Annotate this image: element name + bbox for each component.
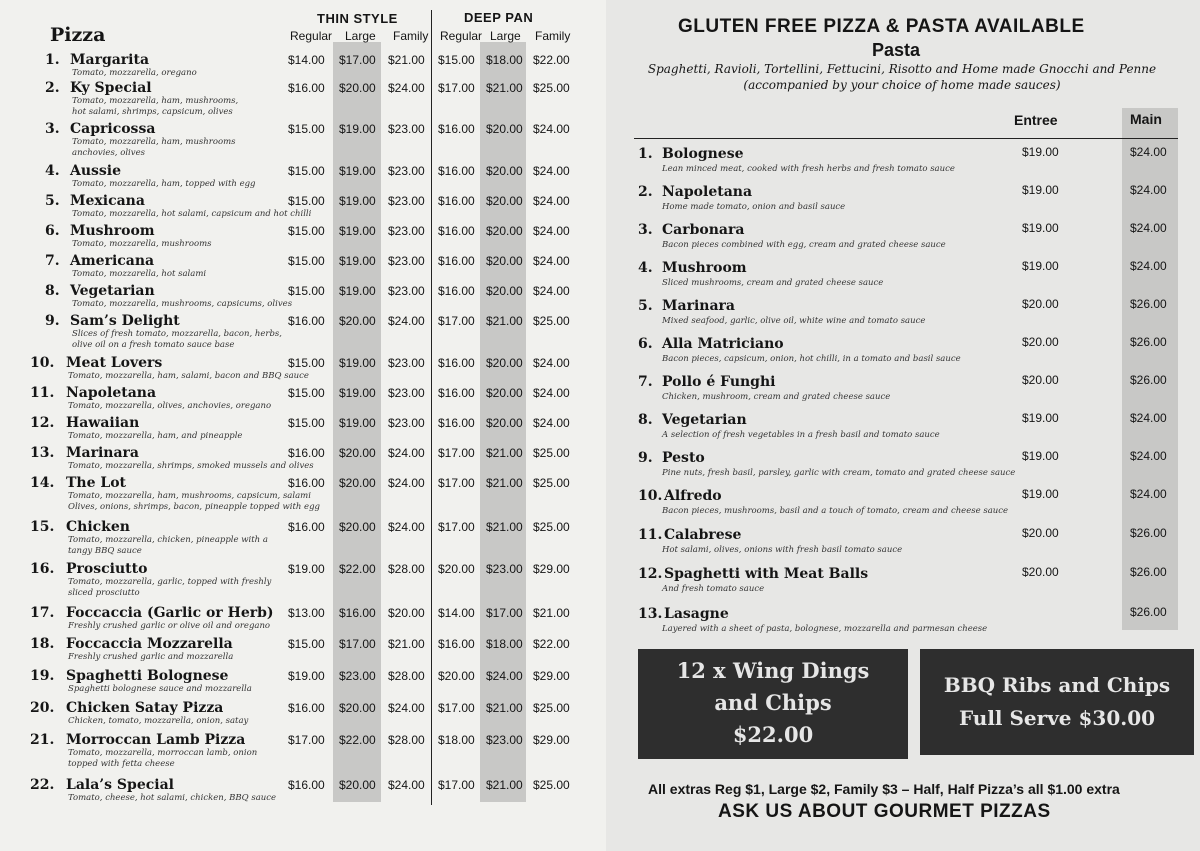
pasta-entree-price: $19.00	[1022, 221, 1059, 235]
pizza-description: sliced prosciutto	[68, 588, 140, 598]
pizza-name: Sam’s Delight	[70, 313, 180, 329]
pizza-price: $24.00	[533, 254, 570, 268]
col-entree: Entree	[1014, 112, 1058, 128]
pizza-price: $20.00	[438, 669, 475, 683]
pizza-description: Chicken, tomato, mozzarella, onion, satay	[68, 716, 249, 726]
pasta-name: Carbonara	[662, 222, 745, 238]
pizza-name: Napoletana	[66, 385, 157, 401]
pasta-name: Spaghetti with Meat Balls	[664, 566, 869, 582]
pizza-price: $17.00	[438, 446, 475, 460]
pizza-price: $23.00	[388, 164, 425, 178]
pizza-price: $23.00	[388, 416, 425, 430]
pizza-price: $24.00	[388, 314, 425, 328]
pizza-price: $22.00	[533, 637, 570, 651]
pasta-description: Pine nuts, fresh basil, parsley, garlic with cream, tomato and grated cheese sauce	[662, 468, 1016, 478]
col-thin-family: Family	[393, 29, 429, 43]
pizza-number: 17.	[30, 605, 55, 621]
pizza-name: Morroccan Lamb Pizza	[66, 732, 246, 748]
pasta-main-price: $26.00	[1130, 297, 1167, 311]
pasta-entree-price: $20.00	[1022, 297, 1059, 311]
pizza-price: $17.00	[339, 637, 376, 651]
pizza-price: $23.00	[388, 254, 425, 268]
pizza-description: topped with fetta cheese	[68, 759, 175, 769]
pizza-price: $18.00	[438, 733, 475, 747]
pizza-price: $23.00	[388, 122, 425, 136]
group-thin-style: THIN STYLE	[317, 11, 398, 26]
pizza-name: The Lot	[66, 475, 127, 491]
pizza-description: Slices of fresh tomato, mozzarella, bacon, herbs,	[72, 329, 282, 339]
pizza-price: $22.00	[533, 53, 570, 67]
pizza-description: Tomato, mozzarella, shrimps, smoked mussels and olives	[68, 461, 314, 471]
pasta-subtitle-sauces: (accompanied by your choice of home made sauces)	[743, 78, 1061, 92]
pizza-number: 2.	[45, 80, 60, 96]
pizza-number: 6.	[45, 223, 60, 239]
pizza-price: $19.00	[339, 386, 376, 400]
pizza-price: $17.00	[438, 476, 475, 490]
pizza-name: Chicken Satay Pizza	[66, 700, 224, 716]
pizza-price: $15.00	[288, 224, 325, 238]
pizza-number: 7.	[45, 253, 60, 269]
pizza-price: $25.00	[533, 778, 570, 792]
pizza-price: $20.00	[486, 416, 523, 430]
pizza-price: $23.00	[486, 562, 523, 576]
pizza-description: Freshly crushed garlic and mozzarella	[68, 652, 234, 662]
pasta-main-price: $26.00	[1130, 605, 1167, 619]
ribs-special-line1: BBQ Ribs and Chips	[943, 673, 1171, 697]
pizza-price: $19.00	[339, 224, 376, 238]
pizza-price: $18.00	[486, 53, 523, 67]
pizza-name: Americana	[70, 253, 155, 269]
pasta-number: 6.	[638, 336, 653, 352]
pasta-entree-price: $19.00	[1022, 487, 1059, 501]
pizza-name: Meat Lovers	[66, 355, 163, 371]
pizza-price: $20.00	[486, 224, 523, 238]
pizza-price: $16.00	[288, 81, 325, 95]
pizza-price: $20.00	[486, 356, 523, 370]
pizza-price: $28.00	[388, 733, 425, 747]
pizza-description: Tomato, mozzarella, ham, salami, bacon and BBQ sauce	[68, 371, 309, 381]
wings-special-line1: 12 x Wing Dings	[676, 658, 870, 683]
pizza-number: 13.	[30, 445, 55, 461]
pasta-description: Lean minced meat, cooked with fresh herbs and fresh tomato sauce	[662, 164, 955, 174]
pasta-entree-price: $19.00	[1022, 411, 1059, 425]
gluten-free-banner: GLUTEN FREE PIZZA & PASTA AVAILABLE	[678, 16, 1085, 37]
pasta-main-price: $26.00	[1130, 373, 1167, 387]
pizza-name: Mexicana	[70, 193, 145, 209]
pasta-main-price: $24.00	[1130, 487, 1167, 501]
pizza-price: $20.00	[486, 122, 523, 136]
col-thin-large: Large	[345, 29, 376, 43]
pizza-price: $16.00	[339, 606, 376, 620]
pizza-number: 3.	[45, 121, 60, 137]
pasta-number: 3.	[638, 222, 653, 238]
pizza-price: $28.00	[388, 669, 425, 683]
pizza-number: 21.	[30, 732, 55, 748]
pizza-price: $25.00	[533, 520, 570, 534]
col-deep-regular: Regular	[440, 29, 483, 43]
pizza-description: Tomato, mozzarella, chicken, pineapple with a	[68, 535, 268, 545]
pizza-price: $15.00	[288, 122, 325, 136]
pizza-price: $16.00	[288, 520, 325, 534]
pasta-description: Bacon pieces, capsicum, onion, hot chilli, in a tomato and basil sauce	[662, 354, 961, 364]
pasta-entree-price: $20.00	[1022, 335, 1059, 349]
pizza-description: Tomato, mozzarella, morroccan lamb, onion	[68, 748, 258, 758]
pasta-name: Calabrese	[664, 527, 742, 543]
pizza-price: $20.00	[339, 520, 376, 534]
pasta-number: 13.	[638, 606, 663, 622]
pizza-name: Marinara	[66, 445, 139, 461]
pizza-price: $19.00	[339, 122, 376, 136]
gourmet-note: ASK US ABOUT GOURMET PIZZAS	[718, 801, 1051, 822]
pizza-price: $20.00	[339, 314, 376, 328]
pizza-price: $17.00	[438, 520, 475, 534]
pizza-price: $17.00	[486, 606, 523, 620]
pizza-price: $19.00	[288, 669, 325, 683]
pizza-description: Tomato, mozzarella, hot salami, capsicum and hot chilli	[72, 209, 312, 219]
pasta-name: Pollo é Funghi	[662, 374, 776, 390]
pizza-price: $15.00	[288, 637, 325, 651]
pizza-price: $28.00	[388, 562, 425, 576]
pasta-description: Home made tomato, onion and basil sauce	[662, 202, 846, 212]
pizza-price: $24.00	[533, 284, 570, 298]
pizza-price: $18.00	[486, 637, 523, 651]
pizza-price: $17.00	[438, 701, 475, 715]
pizza-price: $16.00	[288, 446, 325, 460]
pizza-description: tangy BBQ sauce	[68, 546, 142, 556]
pasta-description: Chicken, mushroom, cream and grated cheese sauce	[662, 392, 891, 402]
pasta-title: Pasta	[872, 40, 921, 60]
pasta-description: Hot salami, olives, onions with fresh basil tomato sauce	[662, 545, 903, 555]
pizza-name: Vegetarian	[70, 283, 155, 299]
pasta-name: Alfredo	[664, 488, 722, 504]
pizza-name: Mushroom	[70, 223, 155, 239]
pizza-price: $21.00	[486, 520, 523, 534]
pizza-number: 14.	[30, 475, 55, 491]
pasta-description: Mixed seafood, garlic, olive oil, white wine and tomato sauce	[662, 316, 926, 326]
pizza-price: $17.00	[438, 314, 475, 328]
pizza-price: $24.00	[388, 520, 425, 534]
pizza-price: $21.00	[486, 314, 523, 328]
pizza-number: 22.	[30, 777, 55, 793]
pizza-number: 1.	[45, 52, 60, 68]
pasta-number: 10.	[638, 488, 663, 504]
pizza-number: 5.	[45, 193, 60, 209]
pasta-number: 9.	[638, 450, 653, 466]
pasta-main-price: $24.00	[1130, 411, 1167, 425]
pasta-main-price: $26.00	[1130, 335, 1167, 349]
pizza-price: $23.00	[388, 224, 425, 238]
pizza-name: Prosciutto	[66, 561, 148, 577]
pasta-number: 4.	[638, 260, 653, 276]
pizza-price: $16.00	[438, 224, 475, 238]
pasta-panel	[606, 0, 1200, 851]
pizza-price: $24.00	[533, 356, 570, 370]
pizza-price: $17.00	[339, 53, 376, 67]
pizza-price: $24.00	[388, 701, 425, 715]
pasta-main-price: $24.00	[1130, 259, 1167, 273]
pasta-description: Layered with a sheet of pasta, bolognese, mozzarella and parmesan cheese	[662, 624, 988, 634]
col-main: Main	[1130, 111, 1162, 127]
wings-special-price: $22.00	[732, 722, 814, 747]
pasta-entree-price: $20.00	[1022, 373, 1059, 387]
pizza-description: Tomato, mozzarella, garlic, topped with freshly	[68, 577, 272, 587]
pizza-price: $20.00	[339, 778, 376, 792]
pizza-price: $29.00	[533, 669, 570, 683]
pasta-name: Vegetarian	[662, 412, 747, 428]
pizza-price: $21.00	[486, 81, 523, 95]
pizza-price: $25.00	[533, 476, 570, 490]
pizza-price: $16.00	[438, 164, 475, 178]
ribs-special-price: Full Serve $30.00	[958, 706, 1156, 730]
pizza-price: $20.00	[339, 476, 376, 490]
pizza-name: Lala’s Special	[66, 777, 174, 793]
pasta-name: Marinara	[662, 298, 735, 314]
pizza-price: $17.00	[438, 778, 475, 792]
pizza-price: $14.00	[288, 53, 325, 67]
pizza-name: Spaghetti Bolognese	[66, 668, 229, 684]
pasta-number: 11.	[638, 527, 663, 543]
pizza-price: $21.00	[388, 637, 425, 651]
pizza-description: Tomato, mozzarella, oregano	[72, 68, 197, 78]
pasta-entree-price: $19.00	[1022, 145, 1059, 159]
pizza-price: $16.00	[438, 122, 475, 136]
pizza-description: Tomato, mozzarella, hot salami	[72, 269, 207, 279]
pasta-subtitle: Spaghetti, Ravioli, Tortellini, Fettucini, Risotto and Home made Gnocchi and Penne	[647, 62, 1157, 76]
pizza-price: $20.00	[339, 701, 376, 715]
pizza-price: $29.00	[533, 562, 570, 576]
pizza-price: $24.00	[388, 476, 425, 490]
pasta-description: A selection of fresh vegetables in a fresh basil and tomato sauce	[662, 430, 940, 440]
pizza-price: $19.00	[288, 562, 325, 576]
pizza-price: $22.00	[339, 562, 376, 576]
pizza-description: Tomato, mozzarella, mushrooms, capsicums, olives	[72, 299, 293, 309]
pizza-number: 8.	[45, 283, 60, 299]
pizza-name: Ky Special	[70, 80, 152, 96]
pizza-price: $24.00	[533, 164, 570, 178]
pizza-price: $24.00	[533, 194, 570, 208]
pizza-price: $14.00	[438, 606, 475, 620]
pasta-number: 1.	[638, 146, 653, 162]
pasta-entree-price: $19.00	[1022, 183, 1059, 197]
pizza-price: $20.00	[486, 386, 523, 400]
pizza-description: Tomato, mozzarella, ham, mushrooms	[72, 137, 236, 147]
pizza-description: Tomato, mozzarella, olives, anchovies, oregano	[68, 401, 272, 411]
pizza-price: $24.00	[388, 81, 425, 95]
pizza-price: $16.00	[288, 778, 325, 792]
pizza-price: $19.00	[339, 164, 376, 178]
pizza-price: $23.00	[388, 356, 425, 370]
pasta-main-price: $24.00	[1130, 183, 1167, 197]
pasta-rule	[634, 138, 1178, 139]
pizza-number: 10.	[30, 355, 55, 371]
pizza-name: Aussie	[70, 163, 122, 179]
pizza-price: $20.00	[486, 284, 523, 298]
wings-special-line2: and Chips	[714, 690, 832, 715]
pizza-price: $13.00	[288, 606, 325, 620]
pasta-name: Mushroom	[662, 260, 747, 276]
pizza-price: $16.00	[438, 416, 475, 430]
pasta-entree-price: $20.00	[1022, 565, 1059, 579]
pizza-price: $21.00	[388, 53, 425, 67]
pizza-price: $16.00	[288, 314, 325, 328]
pizza-number: 11.	[30, 385, 55, 401]
pizza-description: Olives, onions, shrimps, bacon, pineapple topped with egg	[68, 502, 320, 512]
pizza-price: $25.00	[533, 314, 570, 328]
pizza-name: Hawaiian	[66, 415, 140, 431]
pizza-price: $23.00	[339, 669, 376, 683]
pizza-price: $17.00	[438, 81, 475, 95]
pizza-price: $21.00	[533, 606, 570, 620]
pasta-main-price: $24.00	[1130, 221, 1167, 235]
pizza-price: $15.00	[288, 164, 325, 178]
extras-note: All extras Reg $1, Large $2, Family $3 – Half, Half Pizza’s all $1.00 extra	[648, 781, 1120, 797]
pizza-price: $25.00	[533, 446, 570, 460]
pizza-number: 20.	[30, 700, 55, 716]
pizza-price: $15.00	[288, 416, 325, 430]
pasta-entree-price: $20.00	[1022, 526, 1059, 540]
ribs-special-box	[920, 649, 1194, 755]
pasta-main-price: $26.00	[1130, 526, 1167, 540]
pasta-number: 7.	[638, 374, 653, 390]
pizza-price: $21.00	[486, 778, 523, 792]
pizza-name: Margarita	[70, 52, 150, 68]
pizza-price: $24.00	[388, 778, 425, 792]
pizza-description: Tomato, mozzarella, ham, and pineapple	[68, 431, 243, 441]
pasta-number: 2.	[638, 184, 653, 200]
pizza-number: 18.	[30, 636, 55, 652]
pizza-price: $16.00	[438, 386, 475, 400]
pizza-number: 15.	[30, 519, 55, 535]
pasta-name: Bolognese	[662, 146, 744, 162]
pizza-number: 9.	[45, 313, 60, 329]
pizza-price: $20.00	[486, 164, 523, 178]
pizza-price: $25.00	[533, 81, 570, 95]
group-deep-pan: DEEP PAN	[464, 10, 534, 25]
pizza-price: $15.00	[288, 254, 325, 268]
pizza-description: Tomato, mozzarella, ham, mushrooms,	[72, 96, 239, 106]
pizza-price: $20.00	[388, 606, 425, 620]
pizza-price: $16.00	[438, 254, 475, 268]
pizza-price: $19.00	[339, 194, 376, 208]
pizza-price: $23.00	[388, 194, 425, 208]
column-divider	[431, 10, 432, 805]
col-deep-large: Large	[490, 29, 521, 43]
pizza-price: $16.00	[288, 701, 325, 715]
pasta-main-price: $26.00	[1130, 565, 1167, 579]
pizza-description: hot salami, shrimps, capsicum, olives	[72, 107, 233, 117]
pizza-price: $20.00	[339, 81, 376, 95]
col-deep-family: Family	[535, 29, 571, 43]
col-thin-regular: Regular	[290, 29, 333, 43]
pasta-name: Pesto	[662, 450, 705, 466]
pizza-price: $23.00	[388, 284, 425, 298]
pizza-description: Spaghetti bolognese sauce and mozzarella	[68, 684, 252, 694]
pizza-price: $29.00	[533, 733, 570, 747]
pasta-main-price: $24.00	[1130, 145, 1167, 159]
pasta-description: And fresh tomato sauce	[662, 584, 765, 594]
pizza-name: Chicken	[66, 519, 130, 535]
pizza-price: $17.00	[288, 733, 325, 747]
pizza-name: Foccaccia Mozzarella	[66, 636, 233, 652]
pizza-description: Tomato, mozzarella, ham, mushrooms, capsicum, salami	[68, 491, 311, 501]
pizza-name: Capricossa	[70, 121, 156, 137]
pizza-price: $15.00	[288, 194, 325, 208]
pizza-price: $24.00	[388, 446, 425, 460]
pizza-description: olive oil on a fresh tomato sauce base	[72, 340, 235, 350]
pizza-price: $25.00	[533, 701, 570, 715]
pizza-price: $21.00	[486, 476, 523, 490]
pizza-price: $24.00	[533, 224, 570, 238]
pizza-price: $23.00	[486, 733, 523, 747]
pizza-description: Tomato, mozzarella, ham, topped with egg	[72, 179, 256, 189]
pizza-description: anchovies, olives	[72, 148, 145, 158]
pizza-price: $19.00	[339, 284, 376, 298]
pasta-name: Alla Matriciano	[662, 336, 784, 352]
pizza-price: $19.00	[339, 416, 376, 430]
pizza-price: $15.00	[288, 356, 325, 370]
pasta-entree-price: $19.00	[1022, 449, 1059, 463]
pizza-title: Pizza	[50, 24, 106, 46]
pizza-price: $15.00	[438, 53, 475, 67]
pizza-price: $16.00	[438, 356, 475, 370]
pizza-price: $19.00	[339, 254, 376, 268]
pizza-description: Tomato, cheese, hot salami, chicken, BBQ sauce	[68, 793, 277, 803]
pasta-main-price: $24.00	[1130, 449, 1167, 463]
pasta-entree-price: $19.00	[1022, 259, 1059, 273]
pizza-price: $15.00	[288, 386, 325, 400]
wings-special-box	[638, 649, 908, 759]
pizza-price: $20.00	[339, 446, 376, 460]
pizza-price: $20.00	[486, 254, 523, 268]
pizza-price: $16.00	[438, 637, 475, 651]
pizza-price: $22.00	[339, 733, 376, 747]
pasta-number: 8.	[638, 412, 653, 428]
pizza-price: $24.00	[533, 416, 570, 430]
pasta-number: 12.	[638, 566, 663, 582]
pizza-price: $23.00	[388, 386, 425, 400]
pasta-name: Lasagne	[664, 606, 729, 622]
pasta-description: Bacon pieces, mushrooms, basil and a touch of tomato, cream and cheese sauce	[662, 506, 1009, 516]
pizza-price: $21.00	[486, 446, 523, 460]
pizza-number: 16.	[30, 561, 55, 577]
pasta-name: Napoletana	[662, 184, 753, 200]
pizza-number: 4.	[45, 163, 60, 179]
pizza-description: Freshly crushed garlic or olive oil and oregano	[68, 621, 271, 631]
pizza-price: $24.00	[533, 386, 570, 400]
pizza-price: $15.00	[288, 284, 325, 298]
pizza-price: $16.00	[438, 284, 475, 298]
pasta-description: Sliced mushrooms, cream and grated cheese sauce	[662, 278, 884, 288]
pizza-price: $20.00	[486, 194, 523, 208]
pizza-price: $20.00	[438, 562, 475, 576]
pizza-number: 12.	[30, 415, 55, 431]
pizza-description: Tomato, mozzarella, mushrooms	[72, 239, 212, 249]
pasta-description: Bacon pieces combined with egg, cream and grated cheese sauce	[662, 240, 946, 250]
pizza-price: $21.00	[486, 701, 523, 715]
pizza-price: $24.00	[486, 669, 523, 683]
pizza-number: 19.	[30, 668, 55, 684]
pizza-price: $24.00	[533, 122, 570, 136]
pizza-name: Foccaccia (Garlic or Herb)	[66, 605, 274, 621]
pasta-number: 5.	[638, 298, 653, 314]
pizza-price: $16.00	[288, 476, 325, 490]
pizza-price: $19.00	[339, 356, 376, 370]
pizza-price: $16.00	[438, 194, 475, 208]
